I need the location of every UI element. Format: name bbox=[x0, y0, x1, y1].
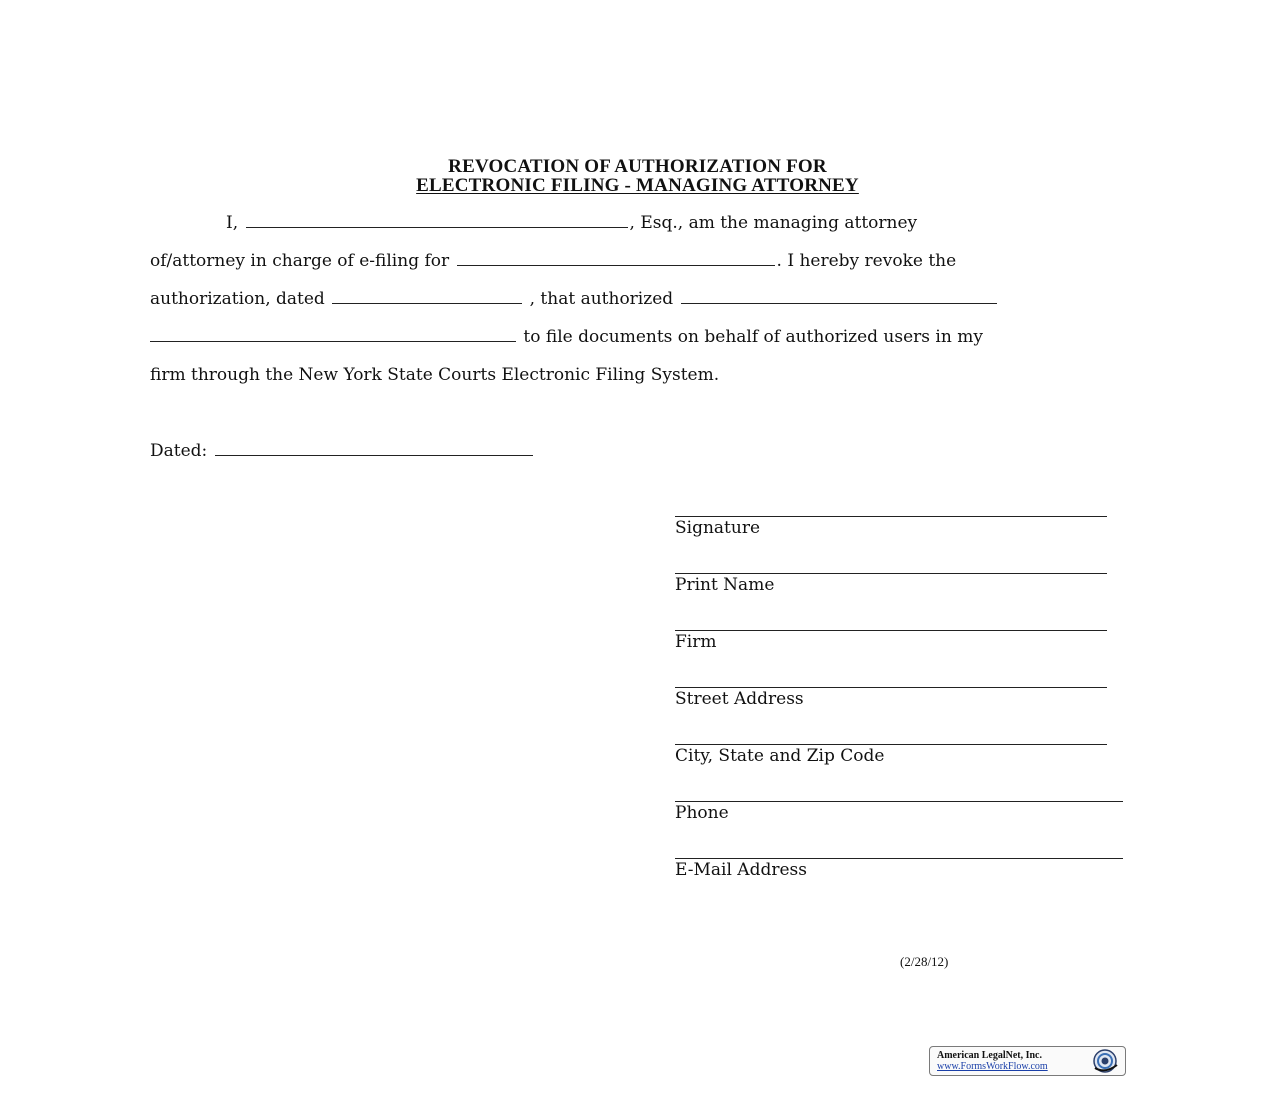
body-line-2 bbox=[150, 250, 956, 272]
company-name: American LegalNet, Inc. bbox=[937, 1050, 1042, 1061]
signature-label: Signature bbox=[675, 518, 761, 538]
firm-line[interactable] bbox=[675, 630, 1107, 631]
globe-logo-icon bbox=[1088, 1048, 1122, 1074]
footer-badge[interactable] bbox=[929, 1046, 1126, 1076]
body-text-esq: , Esq., am the managing attorney bbox=[629, 213, 918, 233]
phone-line[interactable] bbox=[675, 801, 1123, 802]
dated-label: Dated: bbox=[150, 441, 208, 461]
body-text-authorization: authorization, dated bbox=[150, 289, 325, 309]
body-text-revoke: . I hereby revoke the bbox=[776, 251, 957, 271]
dated-line bbox=[150, 440, 535, 462]
dated-blank[interactable] bbox=[215, 441, 533, 456]
company-url[interactable]: www.FormsWorkFlow.com bbox=[937, 1061, 1048, 1072]
form-title-line-2: ELECTRONIC FILING - MANAGING ATTORNEY bbox=[416, 175, 859, 196]
attorney-name-blank[interactable] bbox=[246, 213, 628, 228]
phone-label: Phone bbox=[675, 803, 729, 823]
body-text-charge: of/attorney in charge of e-filing for bbox=[150, 251, 450, 271]
body-line-4 bbox=[150, 326, 983, 348]
body-line-1 bbox=[226, 212, 917, 234]
firm-name-blank[interactable] bbox=[457, 251, 775, 266]
body-line-5: firm through the New York State Courts Electronic Filing System. bbox=[150, 365, 720, 385]
form-title-line-1: REVOCATION OF AUTHORIZATION FOR bbox=[448, 156, 827, 177]
authorization-date-blank[interactable] bbox=[332, 289, 522, 304]
city-state-zip-label: City, State and Zip Code bbox=[675, 746, 885, 766]
email-label: E-Mail Address bbox=[675, 860, 807, 880]
authorized-user-blank-1[interactable] bbox=[681, 289, 997, 304]
body-line-3 bbox=[150, 288, 999, 310]
print-name-label: Print Name bbox=[675, 575, 775, 595]
body-text-authorized: , that authorized bbox=[529, 289, 674, 309]
body-text-i: I, bbox=[226, 213, 239, 233]
street-address-label: Street Address bbox=[675, 689, 804, 709]
authorized-user-blank-2[interactable] bbox=[150, 327, 516, 342]
revision-date: (2/28/12) bbox=[900, 954, 949, 969]
body-text-file: to file documents on behalf of authorized users in my bbox=[523, 327, 983, 347]
firm-label: Firm bbox=[675, 632, 717, 652]
